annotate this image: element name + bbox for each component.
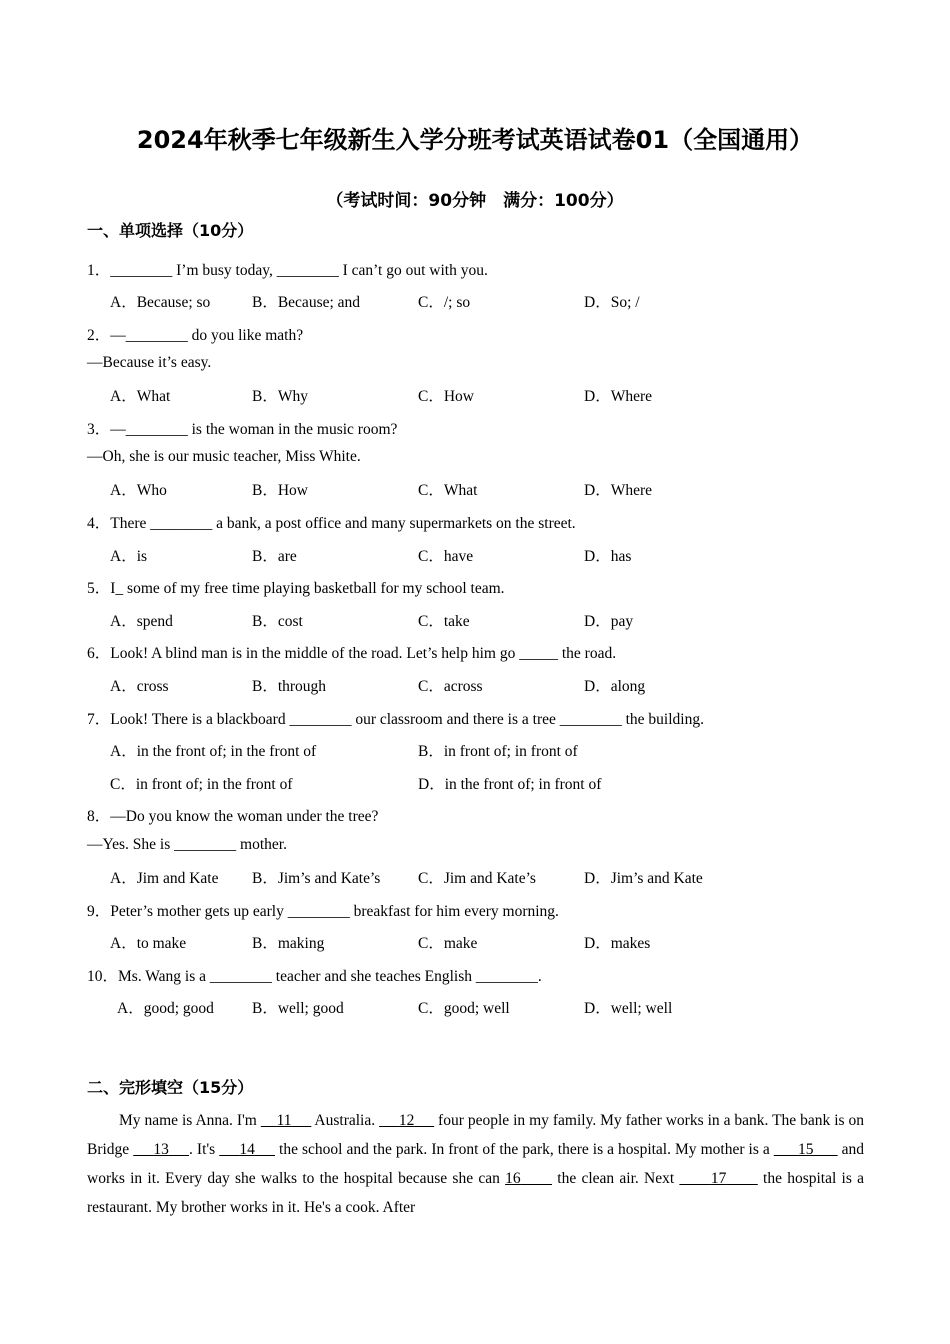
question-7-stem: 7．Look! There is a blackboard ________ our classroom and there is a tree ________ the building.: [87, 711, 704, 728]
blank-12: 12: [398, 1112, 415, 1129]
question-8-option-b: B．Jim’s and Kate’s: [252, 870, 381, 887]
question-7-option-b: B．in front of; in front of: [418, 743, 578, 760]
question-3-reply: —Oh, she is our music teacher, Miss White.: [87, 448, 361, 465]
question-8-stem: 8．—Do you know the woman under the tree?: [87, 808, 379, 825]
question-3-stem: 3．—________ is the woman in the music room?: [87, 421, 398, 438]
cloze-passage: My name is Anna. I'm 11 Australia. 12 four people in my family. My father works in a bank. The bank is on Bridge 13 . It's 14 the school and the park. In front of the park, there is a hospital. My mother is a 15 and works in it. Every day she walks to the hospital because she can 16 the clean air. Next 17 the hospital is a restaurant. My brother works in it. He's a cook. After: [87, 1112, 865, 1216]
exam-title: 2024年秋季七年级新生入学分班考试英语试卷01（全国通用）: [136, 126, 814, 154]
section-heading-single-choice: 一、单项选择（10分）: [87, 221, 254, 240]
question-2-option-b: B．Why: [252, 388, 308, 405]
question-8-option-a: A．Jim and Kate: [110, 870, 219, 887]
exam-subtitle: （考试时间：90分钟 满分：100分）: [326, 191, 624, 211]
question-4-option-d: D．has: [584, 548, 632, 565]
question-9-stem: 9．Peter’s mother gets up early ________ breakfast for him every morning.: [87, 903, 559, 920]
question-1-stem: 1．________ I’m busy today, ________ I can’t go out with you.: [87, 262, 488, 279]
question-1-option-d: D．So; /: [584, 294, 640, 311]
blank-14: 14: [239, 1141, 255, 1158]
question-10-option-b: B．well; good: [252, 1000, 344, 1017]
question-5-option-b: B．cost: [252, 613, 303, 630]
question-6-stem: 6．Look! A blind man is in the middle of the road. Let’s help him go _____ the road.: [87, 645, 617, 662]
question-10-option-c: C．good; well: [418, 1000, 510, 1017]
blank-17: 17: [710, 1170, 727, 1187]
question-5-option-d: D．pay: [584, 613, 634, 630]
question-2-stem: 2．—________ do you like math?: [87, 327, 304, 344]
question-7-option-c: C．in front of; in the front of: [110, 776, 293, 793]
question-2-reply: —Because it’s easy.: [87, 354, 212, 371]
section-heading-cloze: 二、完形填空（15分）: [87, 1078, 254, 1097]
question-5-option-a: A．spend: [110, 613, 173, 630]
question-4-stem: 4．There ________ a bank, a post office and many supermarkets on the street.: [87, 515, 576, 532]
question-2-option-d: D．Where: [584, 388, 652, 405]
question-9-option-b: B．making: [252, 935, 325, 952]
question-6-option-b: B．through: [252, 678, 327, 695]
question-2-option-c: C．How: [418, 388, 474, 405]
question-1-option-a: A．Because; so: [110, 294, 211, 311]
question-3-option-a: A．Who: [110, 482, 167, 499]
question-1-option-c: C．/; so: [418, 294, 471, 311]
question-6-option-d: D．along: [584, 678, 646, 695]
question-3-option-c: C．What: [418, 482, 478, 499]
question-9-option-a: A．to make: [110, 935, 187, 952]
question-9-option-c: C．make: [418, 935, 478, 952]
question-6-option-a: A．cross: [110, 678, 169, 695]
question-3-option-b: B．How: [252, 482, 308, 499]
question-4-option-b: B．are: [252, 548, 297, 565]
blank-11: 11: [276, 1112, 292, 1129]
question-9-option-d: D．makes: [584, 935, 651, 952]
question-1-option-b: B．Because; and: [252, 294, 361, 311]
question-3-option-d: D．Where: [584, 482, 652, 499]
question-7-option-d: D．in the front of; in front of: [418, 776, 602, 793]
question-5-option-c: C．take: [418, 613, 470, 630]
question-7-option-a: A．in the front of; in the front of: [110, 743, 317, 760]
blank-15: 15: [797, 1141, 814, 1158]
question-8-option-c: C．Jim and Kate’s: [418, 870, 536, 887]
question-10-stem: 10．Ms. Wang is a ________ teacher and she teaches English ________.: [87, 968, 542, 985]
question-8-option-d: D．Jim’s and Kate: [584, 870, 703, 887]
question-4-option-a: A．is: [110, 548, 148, 565]
question-2-option-a: A．What: [110, 388, 171, 405]
question-10-option-d: D．well; well: [584, 1000, 673, 1017]
question-5-stem: 5．I_ some of my free time playing basketball for my school team.: [87, 580, 505, 597]
question-6-option-c: C．across: [418, 678, 483, 695]
blank-13: 13: [153, 1141, 169, 1158]
question-4-option-c: C．have: [418, 548, 474, 565]
question-10-option-a: A．good; good: [117, 1000, 214, 1017]
blank-16: 16: [505, 1170, 521, 1187]
question-8-reply: —Yes. She is ________ mother.: [87, 836, 287, 853]
